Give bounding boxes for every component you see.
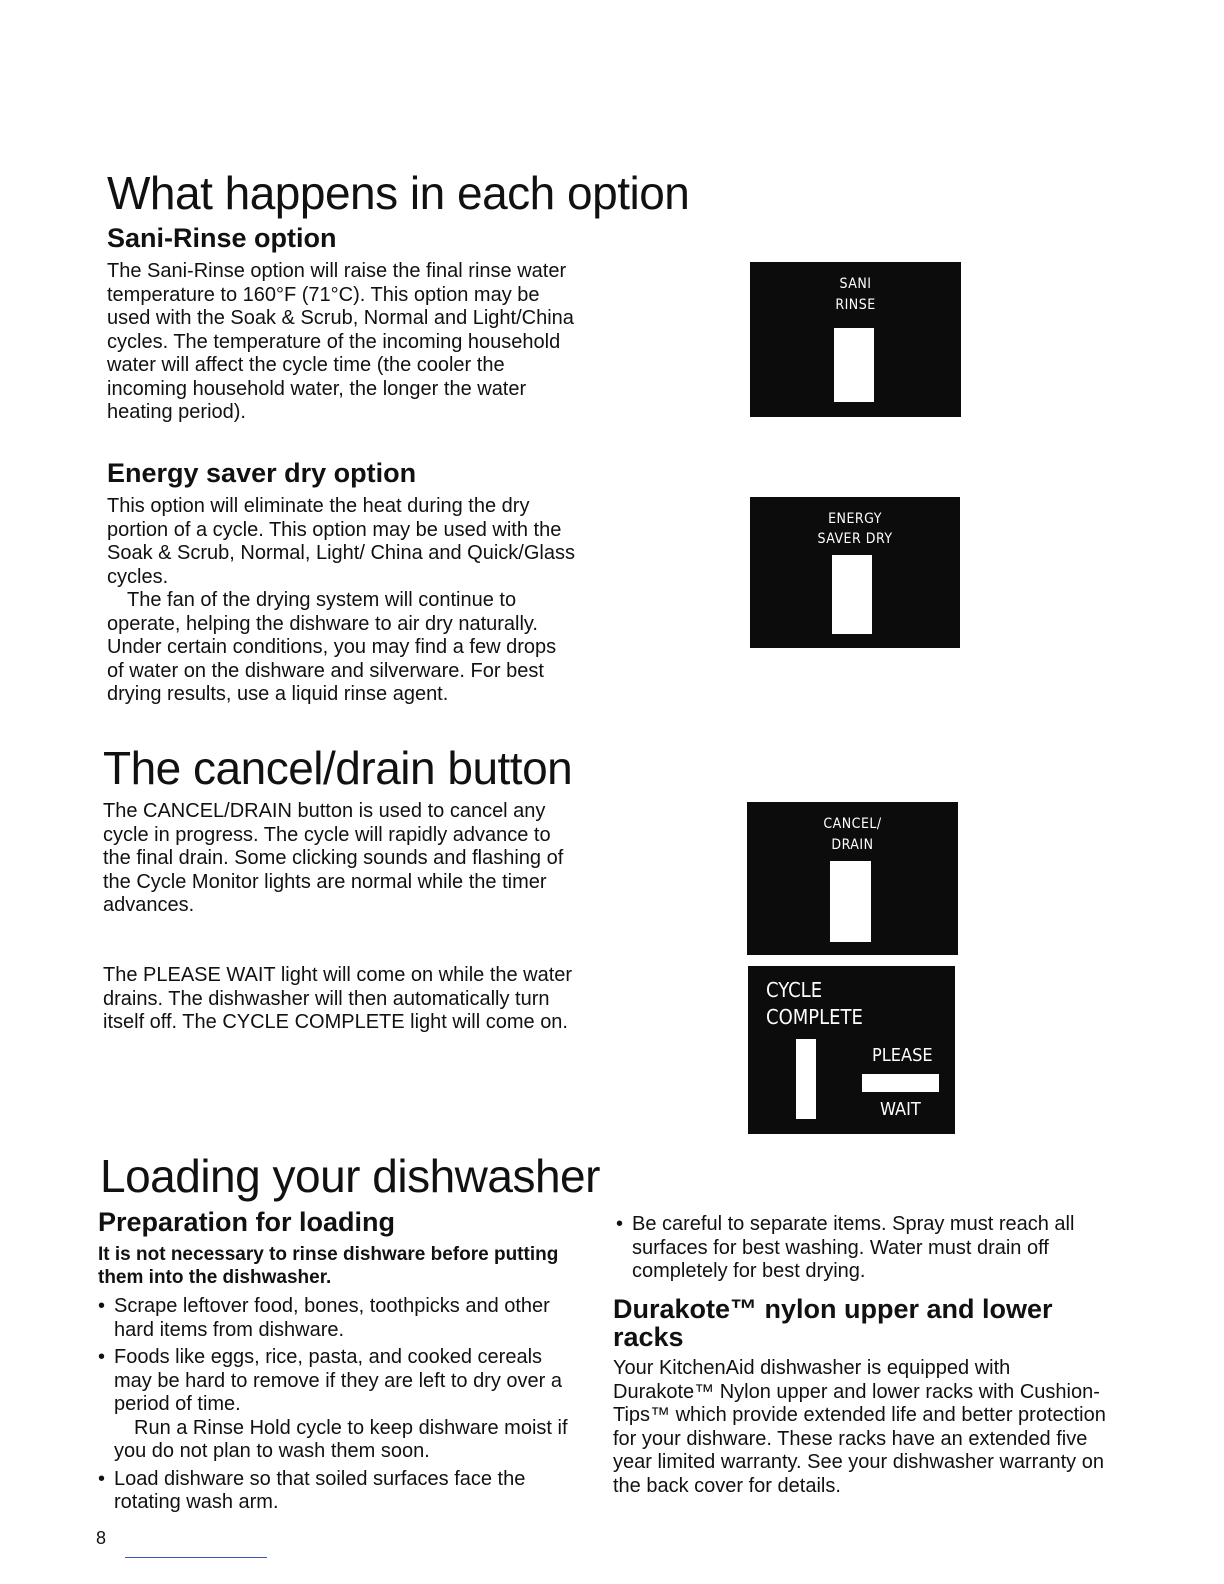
cycle-complete-label-line2: COMPLETE	[766, 1005, 863, 1029]
please-wait-text	[103, 964, 578, 1035]
list-item	[98, 1468, 568, 1515]
bullet-separate: Be careful to separate items. Spray must reach all surfaces for best washing. Water must drain off completely for best drying.	[632, 1213, 1075, 1282]
cancel-drain-label-line2: DRAIN	[831, 837, 874, 853]
page-number: 8	[96, 1528, 107, 1548]
cancel-drain-paragraph-1: The CANCEL/DRAIN button is used to cancel any cycle in progress. The cycle will rapidly advance to the final drain. Some clicking sounds and flashing of the Cycle Monitor lights are normal while the timer advances.	[103, 800, 564, 916]
cancel-drain-text	[103, 800, 578, 918]
durakote-heading: Durakote™ nylon upper and lower racks	[613, 1294, 1053, 1353]
sani-rinse-heading: Sani-Rinse option	[107, 223, 337, 253]
cancel-drain-paragraph-2: The PLEASE WAIT light will come on while the water drains. The dishwasher will then automatically turn itself off. The CYCLE COMPLETE light will come on.	[103, 964, 573, 1033]
bullet-load: Load dishware so that soiled surfaces face the rotating wash arm.	[114, 1467, 526, 1513]
sani-rinse-text	[107, 260, 577, 425]
preparation-column	[98, 1243, 568, 1519]
cycle-complete-light-icon	[796, 1039, 816, 1119]
separate-list	[616, 1213, 1076, 1284]
cancel-drain-label-line1: CANCEL/	[823, 816, 882, 832]
energy-saver-label-line1: ENERGY	[828, 511, 882, 527]
sani-rinse-paragraph: The Sani-Rinse option will raise the final rinse water temperature to 160°F (71°C). This option may be used with the Soak & Scrub, Normal and Light/China cycles. The temperature of the incoming household water will affect the cycle time (the cooler the incoming household water, the longer the water heating period).	[107, 260, 574, 423]
bullet-foods: Foods like eggs, rice, pasta, and cooked cereals may be hard to remove if they are left to dry over a period of time.	[114, 1346, 562, 1415]
cycle-complete-label-line1: CYCLE	[766, 978, 823, 1002]
section-title-options: What happens in each option	[107, 167, 690, 219]
bullet-scrape: Scrape leftover food, bones, toothpicks and other hard items from dishware.	[114, 1295, 550, 1341]
energy-saver-heading: Energy saver dry option	[107, 458, 417, 488]
preparation-lead: It is not necessary to rinse dishware before putting them into the dishwasher.	[98, 1244, 559, 1288]
sani-rinse-button-icon	[834, 328, 874, 402]
preparation-list	[98, 1295, 568, 1515]
please-label: PLEASE	[872, 1045, 933, 1066]
separate-items-column	[616, 1213, 1076, 1288]
sani-rinse-label-line2: RINSE	[835, 297, 876, 313]
energy-saver-label-line2: SAVER DRY	[817, 531, 893, 547]
section-title-loading: Loading your dishwasher	[100, 1150, 600, 1202]
energy-saver-dry-panel	[750, 497, 960, 648]
cycle-complete-panel	[748, 966, 955, 1134]
section-title-cancel-drain: The cancel/drain button	[103, 742, 573, 794]
please-wait-light-icon	[862, 1074, 939, 1092]
list-item	[616, 1213, 1076, 1284]
sani-rinse-panel	[750, 262, 961, 417]
cancel-drain-button-icon	[830, 861, 871, 942]
energy-saver-button-icon	[832, 555, 872, 634]
cancel-drain-panel	[747, 802, 958, 955]
energy-saver-text	[107, 495, 577, 707]
energy-saver-paragraph-2: The fan of the drying system will continue to operate, helping the dishware to air dry naturally. Under certain conditions, you may find a few drops of water on the dishware and silverware. For best drying results, use a liquid rinse agent.	[107, 589, 557, 705]
list-item	[98, 1346, 568, 1464]
list-item	[98, 1295, 568, 1342]
energy-saver-paragraph-1: This option will eliminate the heat during the dry portion of a cycle. This option may be used with the Soak & Scrub, Normal, Light/ China and Quick/Glass cycles.	[107, 495, 575, 588]
sani-rinse-label-line1: SANI	[839, 276, 872, 292]
preparation-heading: Preparation for loading	[98, 1207, 396, 1237]
durakote-text	[613, 1357, 1108, 1498]
durakote-paragraph: Your KitchenAid dishwasher is equipped with Durakote™ Nylon upper and lower racks with Cushion-Tips™ which provide extended life and better protection for your dishware. These racks have an extended five year limited warranty. See your dishwasher warranty on the back cover for details.	[613, 1357, 1106, 1497]
bullet-rinse-hold: Run a Rinse Hold cycle to keep dishware moist if you do not plan to wash them soon.	[114, 1416, 568, 1462]
wait-label: WAIT	[880, 1099, 921, 1120]
footer-rule	[125, 1557, 267, 1558]
